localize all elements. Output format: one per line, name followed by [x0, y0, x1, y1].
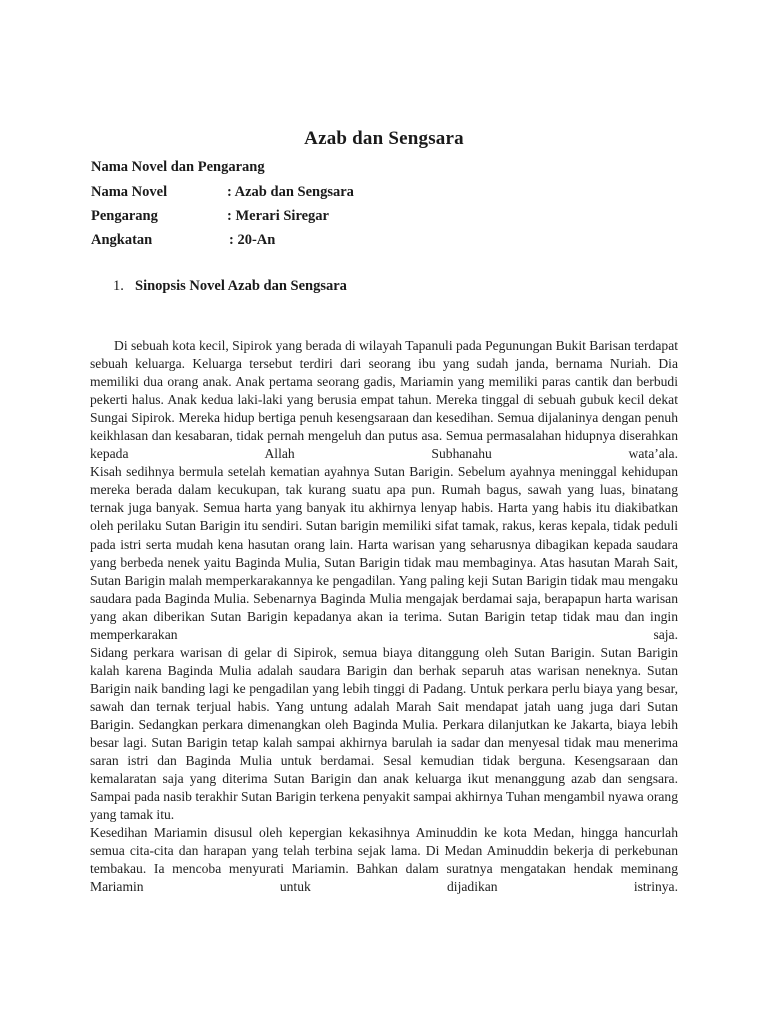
- info-heading: Nama Novel dan Pengarang: [91, 159, 265, 175]
- paragraph: Kisah sedihnya bermula setelah kematian ayahnya Sutan Barigin. Sebelum ayahnya meninggal kehidupan mereka berada dalam kecukupan, tak kurang suatu apa pun. Rumah bagus, sawah yang luas, binatang ternak juga banyak. Semua harta yang banyak itu akhirnya lenyap habis. Harta yang habis itu diakibatkan oleh perilaku Sutan Barigin itu sendiri. Sutan barigin memiliki sifat tamak, rakus, keras kepala, tidak peduli pada istri serta mudah kena hasutan orang lain. Harta warisan yang seharusnya dibagikan kepada saudara yang berbeda nenek yaitu Baginda Mulia, Sutan Barigin tidak mau membaginya. Atas hasutan Marah Sait, Sutan Barigin malah memperkarakannya ke pengadilan. Yang paling keji Sutan Barigin tidak mau mengaku saudara pada Baginda Mulia. Sebenarnya Baginda Mulia mengajak berdamai saja, berapapun harta warisan yang akan diberikan Sutan Barigin kepadanya akan ia terima. Sutan Barigin tetap tidak mau dan ingin memperkarakan saja.: [90, 464, 678, 642]
- info-row-pengarang: [91, 204, 354, 228]
- info-value: : Azab dan Sengsara: [227, 184, 354, 200]
- info-row-angkatan: [91, 228, 354, 252]
- info-row-nama-novel: [91, 180, 354, 204]
- info-label: Angkatan: [91, 232, 153, 248]
- paragraph: Di sebuah kota kecil, Sipirok yang berada di wilayah Tapanuli pada Pegunungan Bukit Barisan terdapat sebuah keluarga. Keluarga tersebut terdiri dari seorang ibu yang sudah janda, bernama Nuriah. Dia memiliki dua orang anak. Anak pertama seorang gadis, Mariamin yang memiliki paras cantik dan berbudi pekerti halus. Anak kedua laki-laki yang berusia empat tahun. Mereka tinggal di sebuah gubuk kecil dekat Sungai Sipirok. Mereka hidup bertiga penuh kesengsaraan dan kesedihan. Semua dijalaninya dengan penuh keikhlasan dan kesabaran, tidak pernah mengeluh dan putus asa. Semua permasalahan hidupnya diserahkan kepada Allah Subhanahu wata’ala.: [90, 338, 678, 462]
- paragraph: Sidang perkara warisan di gelar di Sipirok, semua biaya ditanggung oleh Sutan Barigin. Sutan Barigin kalah karena Baginda Mulia adalah saudara Barigin dan berhak separuh atas warisan neneknya. Sutan Barigin naik banding lagi ke pengadilan yang lebih tinggi di Padang. Untuk perkara perlu biaya yang besar, sawah dan ternak terjual habis. Yang untung adalah Marah Sait mendapat jatah uang juga dari Sutan Barigin. Sedangkan perkara dimenangkan oleh Baginda Mulia. Perkara dilanjutkan ke Jakarta, biaya lebih besar lagi. Sutan Barigin tetap kalah sampai akhirnya barulah ia sadar dan menyesal tidak mau menerima saran istri dan Baginda Mulia untuk berdamai. Sesal kemudian tidak berguna. Kesengsaraan dan kemalaratan saja yang diterima Sutan Barigin dan anak keluarga ikut menanggung azab dan sengsara. Sampai pada nasib terakhir Sutan Barigin terkena penyakit sampai akhirnya Tuhan mengambil nyawa orang yang tamak itu.: [90, 644, 678, 823]
- section-title: Sinopsis Novel Azab dan Sengsara: [135, 278, 347, 294]
- info-value: : Merari Siregar: [227, 208, 329, 224]
- info-label: Pengarang: [91, 208, 158, 224]
- info-value: : 20-An: [229, 232, 276, 248]
- section-number: 1.: [113, 278, 124, 294]
- paragraph: Kesedihan Mariamin disusul oleh kepergian kekasihnya Aminuddin ke kota Medan, hingga hancurlah semua cita-cita dan harapan yang telah terbina sejak lama. Di Medan Aminuddin bekerja di perkebunan tembakau. Ia mencoba menyurati Mariamin. Bahkan dalam suratnya mengatakan hendak meminang Mariamin untuk dijadikan istrinya.: [90, 825, 678, 895]
- document-title: Azab dan Sengsara: [304, 128, 464, 149]
- section-heading: [113, 278, 347, 295]
- novel-info-block: [91, 155, 354, 252]
- synopsis-body: [90, 337, 678, 896]
- info-label: Nama Novel: [91, 184, 168, 200]
